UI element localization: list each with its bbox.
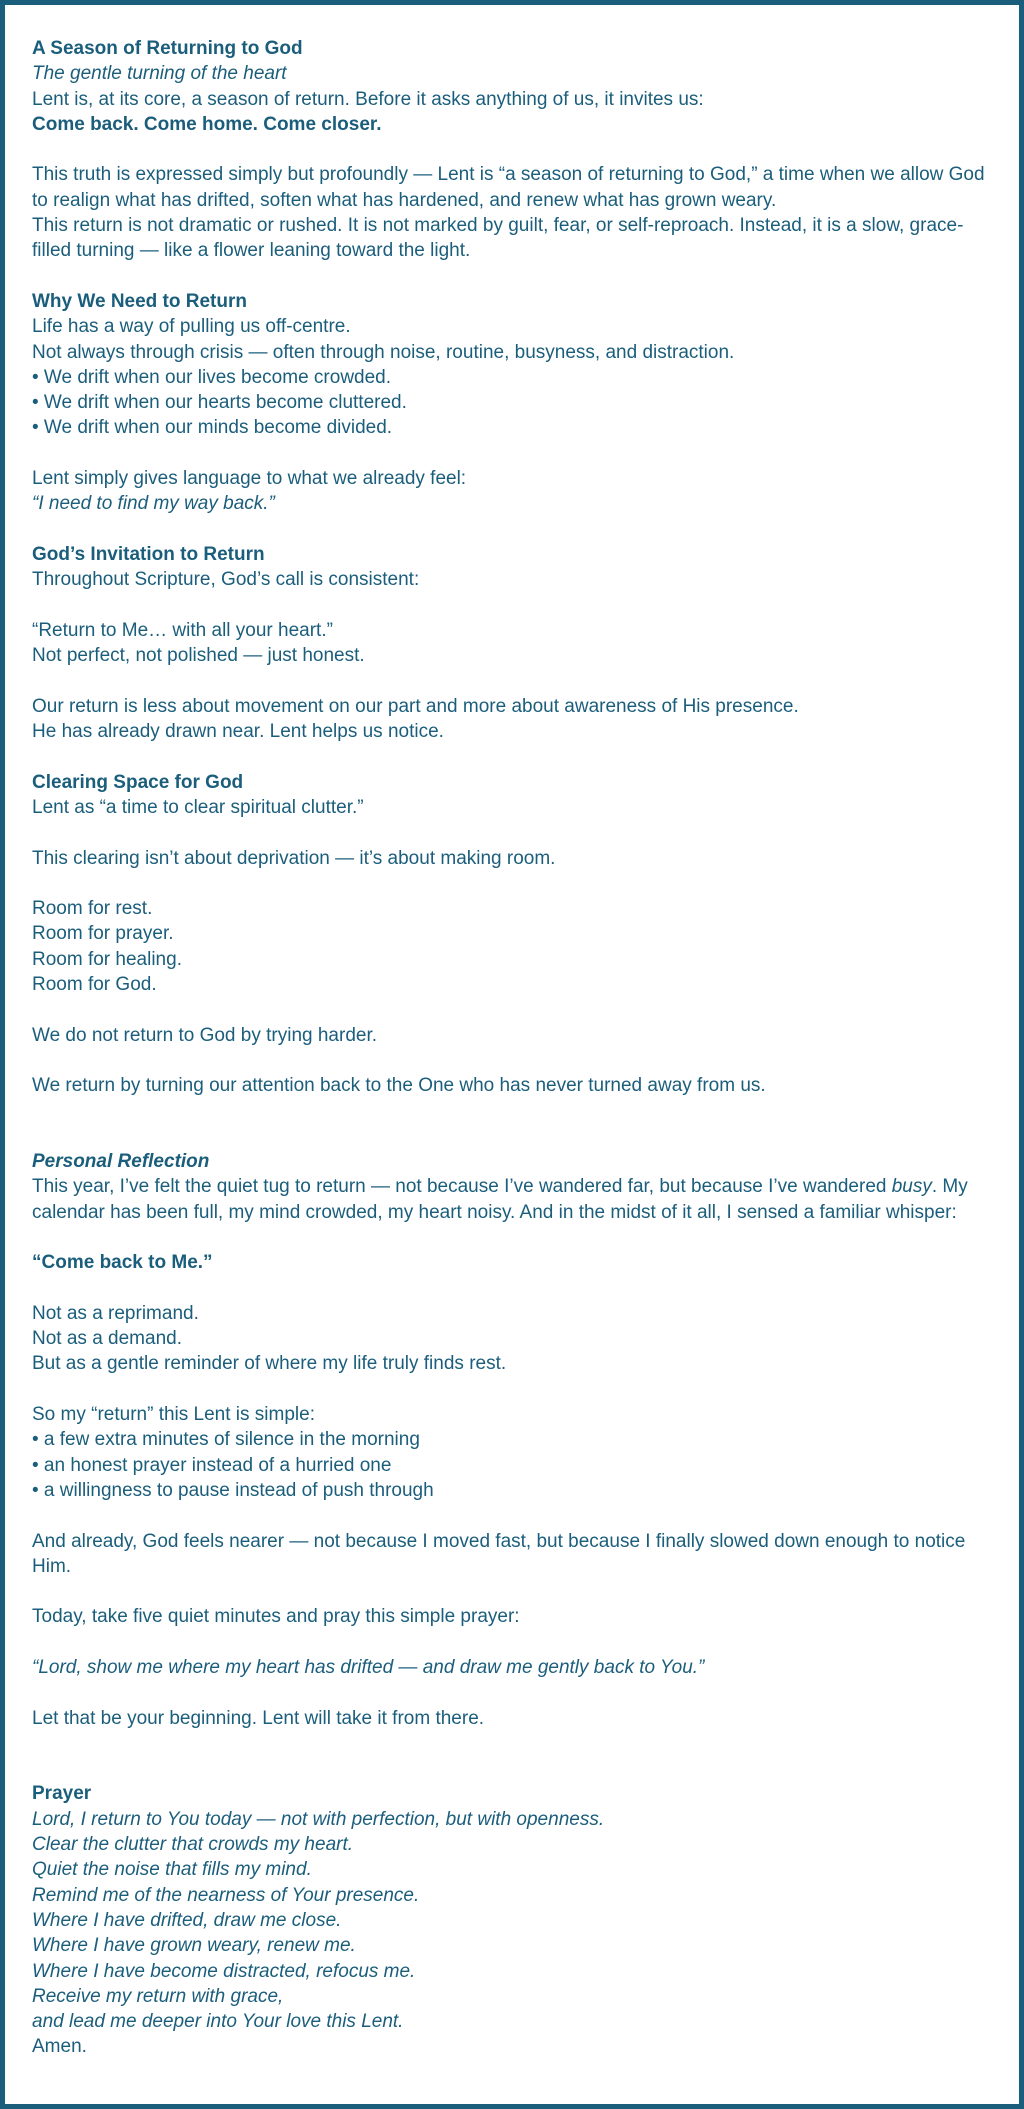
text-line: Lent as “a time to clear spiritual clutter.” bbox=[32, 796, 364, 818]
page-title: A Season of Returning to God bbox=[32, 38, 303, 59]
paragraph: This truth is expressed simply but profoundly — Lent is “a season of returning to God,” a time when we allow God to realign what has drifted, soften what has hardened, and renew what has grown weary. bbox=[32, 164, 985, 211]
prayer-line: Clear the clutter that crowds my heart. bbox=[32, 1834, 354, 1856]
text-line: Not perfect, not polished — just honest. bbox=[32, 645, 365, 667]
prayer-line: and lead me deeper into Your love this Lent. bbox=[32, 2011, 404, 2033]
text-line: Let that be your beginning. Lent will take it from there. bbox=[32, 1707, 485, 1729]
paragraph bbox=[32, 1174, 1001, 1225]
bullet-item: • a willingness to pause instead of push through bbox=[32, 1479, 434, 1501]
text-line: But as a gentle reminder of where my life truly finds rest. bbox=[32, 1353, 507, 1375]
prayer-line: Remind me of the nearness of Your presence. bbox=[32, 1884, 420, 1906]
prayer-line: Receive my return with grace, bbox=[32, 1985, 284, 2007]
bullet-item: • a few extra minutes of silence in the morning bbox=[32, 1429, 420, 1451]
subtitle: The gentle turning of the heart bbox=[32, 63, 287, 85]
whisper-quote: “Come back to Me.” bbox=[32, 1252, 213, 1274]
prayer-line: Where I have become distracted, refocus me. bbox=[32, 1960, 416, 1982]
bullet-item: • an honest prayer instead of a hurried one bbox=[32, 1454, 392, 1476]
bullet-item: • We drift when our lives become crowded. bbox=[32, 366, 392, 388]
text-line: Not as a reprimand. bbox=[32, 1302, 199, 1324]
text-line: Lent simply gives language to what we already feel: bbox=[32, 468, 467, 490]
prayer-line: Where I have grown weary, renew me. bbox=[32, 1935, 356, 1957]
section-heading: Clearing Space for God bbox=[32, 771, 244, 793]
section-heading: Why We Need to Return bbox=[32, 290, 247, 312]
list-item: Room for healing. bbox=[32, 948, 182, 970]
bullet-item: • We drift when our hearts become cluttered. bbox=[32, 392, 407, 414]
text-line: Not always through crisis — often through noise, routine, busyness, and distraction. bbox=[32, 341, 735, 363]
text-line: Not as a demand. bbox=[32, 1328, 182, 1350]
text-line: Our return is less about movement on our part and more about awareness of His presence. bbox=[32, 695, 799, 717]
quote: “I need to find my way back.” bbox=[32, 493, 275, 515]
paragraph: This return is not dramatic or rushed. It is not marked by guilt, fear, or self-reproach. Instead, it is a slow, grace-filled turning — like a flower leaning toward the light. bbox=[32, 215, 964, 262]
amen-text: Amen. bbox=[32, 2036, 87, 2058]
intro-text: Lent is, at its core, a season of return. Before it asks anything of us, it invites us: bbox=[32, 88, 704, 110]
text-line: We do not return to God by trying harder. bbox=[32, 1024, 378, 1046]
call-text: Come back. Come home. Come closer. bbox=[32, 113, 382, 135]
paragraph-text: This year, I’ve felt the quiet tug to return — not because I’ve wandered far, but because I’ve wandered bbox=[32, 1176, 892, 1198]
list-item: Room for rest. bbox=[32, 898, 153, 920]
quote: “Return to Me… with all your heart.” bbox=[32, 619, 333, 641]
section-heading: Personal Reflection bbox=[32, 1151, 210, 1173]
text-line: He has already drawn near. Lent helps us notice. bbox=[32, 721, 444, 743]
prayer-line: Lord, I return to You today — not with perfection, but with openness. bbox=[32, 1808, 605, 1830]
prayer-line: Quiet the noise that fills my mind. bbox=[32, 1859, 312, 1881]
paragraph-text: . My calendar has been full, my mind crowded, my heart noisy. And in the midst of it all, I sensed a familiar whisper: bbox=[32, 1176, 968, 1223]
text-line: We return by turning our attention back to the One who has never turned away from us. bbox=[32, 1075, 766, 1097]
list-item: Room for God. bbox=[32, 973, 157, 995]
prayer-line: Where I have drifted, draw me close. bbox=[32, 1909, 342, 1931]
document-body bbox=[32, 36, 1001, 2060]
text-line: Today, take five quiet minutes and pray this simple prayer: bbox=[32, 1606, 520, 1628]
text-line: So my “return” this Lent is simple: bbox=[32, 1404, 315, 1426]
emphasis: busy bbox=[891, 1176, 932, 1198]
bullet-item: • We drift when our minds become divided. bbox=[32, 417, 393, 439]
section-heading: Prayer bbox=[32, 1783, 92, 1805]
text-line: Throughout Scripture, God’s call is consistent: bbox=[32, 569, 420, 591]
section-heading: God’s Invitation to Return bbox=[32, 543, 265, 565]
quote: “Lord, show me where my heart has drifted — and draw me gently back to You.” bbox=[32, 1657, 705, 1678]
text-line: Life has a way of pulling us off-centre. bbox=[32, 316, 351, 338]
list-item: Room for prayer. bbox=[32, 923, 174, 945]
paragraph: And already, God feels nearer — not because I moved fast, but because I finally slowed down enough to notice Him. bbox=[32, 1530, 966, 1577]
text-line: This clearing isn’t about deprivation — it’s about making room. bbox=[32, 847, 556, 869]
